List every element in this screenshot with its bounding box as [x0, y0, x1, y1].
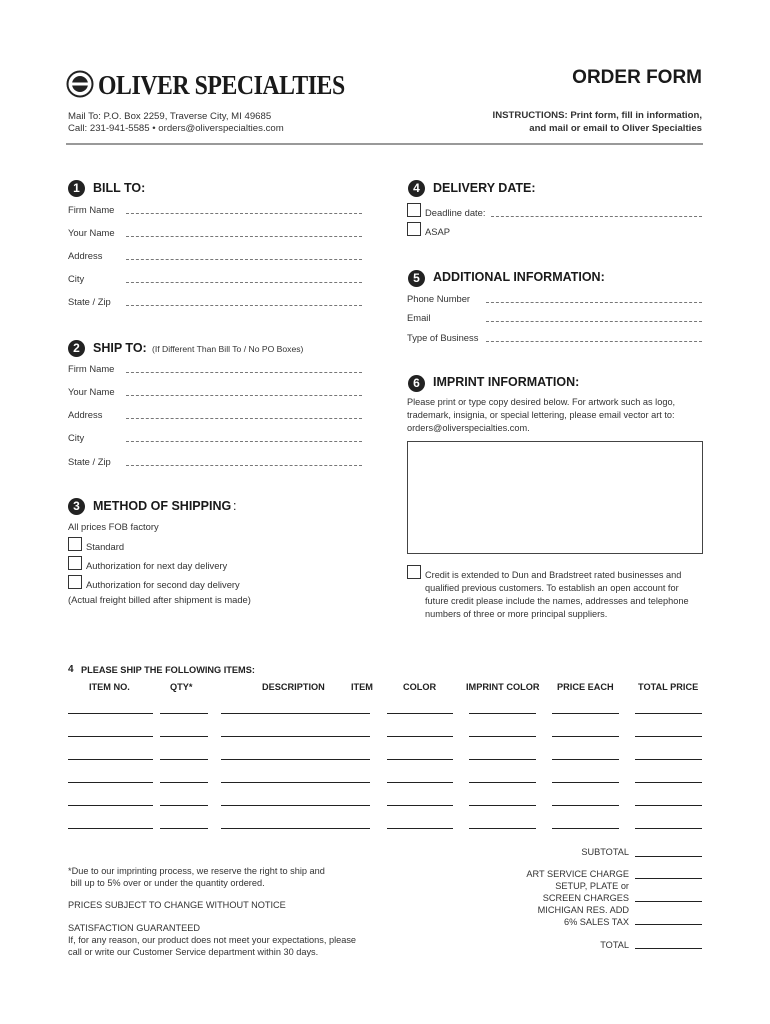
imprint-info-title: IMPRINT INFORMATION:	[433, 375, 580, 389]
color-cell[interactable]	[387, 713, 453, 714]
total-price-cell[interactable]	[635, 805, 702, 806]
qty-cell[interactable]	[160, 736, 208, 737]
item-no-cell[interactable]	[68, 736, 153, 737]
qty-cell[interactable]	[160, 759, 208, 760]
logo-text: OLIVER SPECIALTIES	[98, 70, 345, 100]
total-price-cell[interactable]	[635, 782, 702, 783]
qty-cell[interactable]	[160, 805, 208, 806]
color-cell[interactable]	[387, 736, 453, 737]
ship-firm-name-label: Firm Name	[68, 363, 115, 374]
credit-text-3: future credit please include the names, addresses and telephone	[425, 596, 689, 606]
shipping-title: METHOD OF SHIPPING	[93, 499, 232, 513]
standard-label: Standard	[86, 541, 125, 552]
description-cell[interactable]	[221, 805, 370, 806]
item-no-cell[interactable]	[68, 759, 153, 760]
form-title: ORDER FORM	[572, 67, 702, 88]
bill-city-field[interactable]	[126, 282, 362, 283]
sales-tax-field[interactable]	[635, 924, 702, 925]
header-divider	[66, 143, 703, 145]
next-day-checkbox[interactable]	[68, 556, 82, 570]
price-each-cell[interactable]	[552, 805, 619, 806]
col-item: ITEM	[351, 682, 373, 692]
ship-your-name-field[interactable]	[126, 395, 362, 396]
quantity-note-1: *Due to our imprinting process, we reserve the right to ship and	[68, 866, 325, 876]
bill-city-label: City	[68, 273, 85, 284]
mail-to-address: Mail To: P.O. Box 2259, Traverse City, MI 49685	[68, 111, 272, 122]
section-1-number: 1	[68, 180, 85, 197]
total-field[interactable]	[635, 948, 702, 949]
ship-address-label: Address	[68, 409, 103, 420]
item-no-cell[interactable]	[68, 828, 153, 829]
bill-your-name-field[interactable]	[126, 236, 362, 237]
imprint-color-cell[interactable]	[469, 828, 536, 829]
deadline-date-field[interactable]	[491, 216, 702, 217]
deadline-checkbox[interactable]	[407, 203, 421, 217]
standard-checkbox[interactable]	[68, 537, 82, 551]
logo-icon	[66, 70, 94, 98]
total-price-cell[interactable]	[635, 736, 702, 737]
email-label: Email	[407, 312, 431, 323]
total-label: TOTAL	[600, 940, 629, 950]
instructions-line-2: and mail or email to Oliver Specialties	[529, 123, 702, 134]
business-type-label: Type of Business	[407, 332, 479, 343]
qty-cell[interactable]	[160, 713, 208, 714]
quantity-note-2: bill up to 5% over or under the quantity ordered.	[68, 878, 265, 888]
ship-to-title: SHIP TO:	[93, 341, 147, 355]
price-each-cell[interactable]	[552, 736, 619, 737]
bill-state-zip-label: State / Zip	[68, 296, 111, 307]
color-cell[interactable]	[387, 805, 453, 806]
ship-city-field[interactable]	[126, 441, 362, 442]
shipping-fob-note: All prices FOB factory	[68, 521, 159, 532]
email-field[interactable]	[486, 321, 702, 322]
price-each-cell[interactable]	[552, 782, 619, 783]
imprint-color-cell[interactable]	[469, 805, 536, 806]
items-title: PLEASE SHIP THE FOLLOWING ITEMS:	[81, 665, 255, 675]
ship-your-name-label: Your Name	[68, 386, 115, 397]
qty-cell[interactable]	[160, 782, 208, 783]
bill-firm-name-field[interactable]	[126, 213, 362, 214]
color-cell[interactable]	[387, 782, 453, 783]
col-description: DESCRIPTION	[262, 682, 325, 692]
section-6-number: 6	[408, 375, 425, 392]
bill-firm-name-label: Firm Name	[68, 204, 115, 215]
ship-to-note: (If Different Than Bill To / No PO Boxes)	[152, 344, 304, 354]
qty-cell[interactable]	[160, 828, 208, 829]
guarantee-title: SATISFACTION GUARANTEED	[68, 923, 201, 933]
art-service-label-2: SETUP, PLATE or	[555, 881, 629, 891]
art-service-label-1: ART SERVICE CHARGE	[526, 869, 629, 879]
color-cell[interactable]	[387, 759, 453, 760]
guarantee-text-1: If, for any reason, our product does not meet your expectations, please	[68, 935, 357, 945]
description-cell[interactable]	[221, 713, 370, 714]
credit-text-4: numbers of three or more principal suppliers.	[425, 609, 608, 619]
col-price-each: PRICE EACH	[557, 682, 614, 692]
section-5-number: 5	[408, 270, 425, 287]
guarantee-text-2: call or write our Customer Service department within 30 days.	[68, 947, 319, 957]
setup-charges-field[interactable]	[635, 901, 702, 902]
second-day-label: Authorization for second day delivery	[86, 579, 240, 590]
second-day-checkbox[interactable]	[68, 575, 82, 589]
section-4-number: 4	[408, 180, 425, 197]
imprint-color-cell[interactable]	[469, 782, 536, 783]
col-item-no: ITEM NO.	[89, 682, 130, 692]
phone-field[interactable]	[486, 302, 702, 303]
price-each-cell[interactable]	[552, 759, 619, 760]
ship-address-field[interactable]	[126, 418, 362, 419]
additional-info-title: ADDITIONAL INFORMATION:	[433, 270, 605, 284]
section-2-number: 2	[68, 340, 85, 357]
credit-text-2: qualified previous customers. To establish an open account for	[425, 583, 679, 593]
description-cell[interactable]	[221, 782, 370, 783]
ship-state-zip-field[interactable]	[126, 465, 362, 466]
total-price-cell[interactable]	[635, 759, 702, 760]
imprint-color-cell[interactable]	[469, 736, 536, 737]
credit-checkbox[interactable]	[407, 565, 421, 579]
ship-city-label: City	[68, 432, 85, 443]
bill-state-zip-field[interactable]	[126, 305, 362, 306]
imprint-text-3: orders@oliverspecialties.com.	[407, 423, 530, 433]
tax-label-1: MICHIGAN RES. ADD	[537, 905, 629, 915]
art-service-field[interactable]	[635, 878, 702, 879]
col-qty: QTY*	[170, 682, 193, 692]
imprint-text-2: trademark, insignia, or special lettering, please email vector art to:	[407, 410, 675, 420]
subtotal-field[interactable]	[635, 856, 702, 857]
col-imprint-color: IMPRINT COLOR	[466, 682, 540, 692]
ship-state-zip-label: State / Zip	[68, 456, 111, 467]
ship-firm-name-field[interactable]	[126, 372, 362, 373]
price-each-cell[interactable]	[552, 828, 619, 829]
imprint-text-1: Please print or type copy desired below. For artwork such as logo,	[407, 397, 676, 407]
col-total-price: TOTAL PRICE	[638, 682, 699, 692]
phone-label: Phone Number	[407, 293, 471, 304]
imprint-color-cell[interactable]	[469, 759, 536, 760]
business-type-field[interactable]	[486, 341, 702, 342]
subtotal-label: SUBTOTAL	[581, 847, 629, 857]
delivery-date-title: DELIVERY DATE:	[433, 181, 536, 195]
item-no-cell[interactable]	[68, 713, 153, 714]
shipping-title-colon: :	[233, 499, 237, 513]
asap-checkbox[interactable]	[407, 222, 421, 236]
item-no-cell[interactable]	[68, 782, 153, 783]
imprint-color-cell[interactable]	[469, 713, 536, 714]
contact-info: Call: 231-941-5585 • orders@oliverspecialties.com	[68, 123, 284, 134]
items-section-number: 4	[68, 664, 74, 675]
item-no-cell[interactable]	[68, 805, 153, 806]
imprint-copy-box[interactable]	[407, 441, 703, 554]
price-each-cell[interactable]	[552, 713, 619, 714]
total-price-cell[interactable]	[635, 828, 702, 829]
description-cell[interactable]	[221, 828, 370, 829]
bill-to-title: BILL TO:	[93, 181, 146, 195]
bill-address-label: Address	[68, 250, 103, 261]
credit-text-1: Credit is extended to Dun and Bradstreet rated businesses and	[425, 570, 682, 580]
color-cell[interactable]	[387, 828, 453, 829]
section-3-number: 3	[68, 498, 85, 515]
tax-label-2: 6% SALES TAX	[563, 917, 629, 927]
bill-your-name-label: Your Name	[68, 227, 115, 238]
art-service-label-3: SCREEN CHARGES	[542, 893, 629, 903]
freight-note: (Actual freight billed after shipment is made)	[68, 594, 251, 605]
prices-notice: PRICES SUBJECT TO CHANGE WITHOUT NOTICE	[68, 900, 286, 910]
deadline-label: Deadline date:	[425, 207, 486, 218]
bill-address-field[interactable]	[126, 259, 362, 260]
next-day-label: Authorization for next day delivery	[86, 560, 228, 571]
total-price-cell[interactable]	[635, 713, 702, 714]
asap-label: ASAP	[425, 226, 451, 237]
col-color: COLOR	[403, 682, 437, 692]
instructions-line-1: INSTRUCTIONS: Print form, fill in information,	[492, 110, 702, 121]
description-cell[interactable]	[221, 736, 370, 737]
description-cell[interactable]	[221, 759, 370, 760]
